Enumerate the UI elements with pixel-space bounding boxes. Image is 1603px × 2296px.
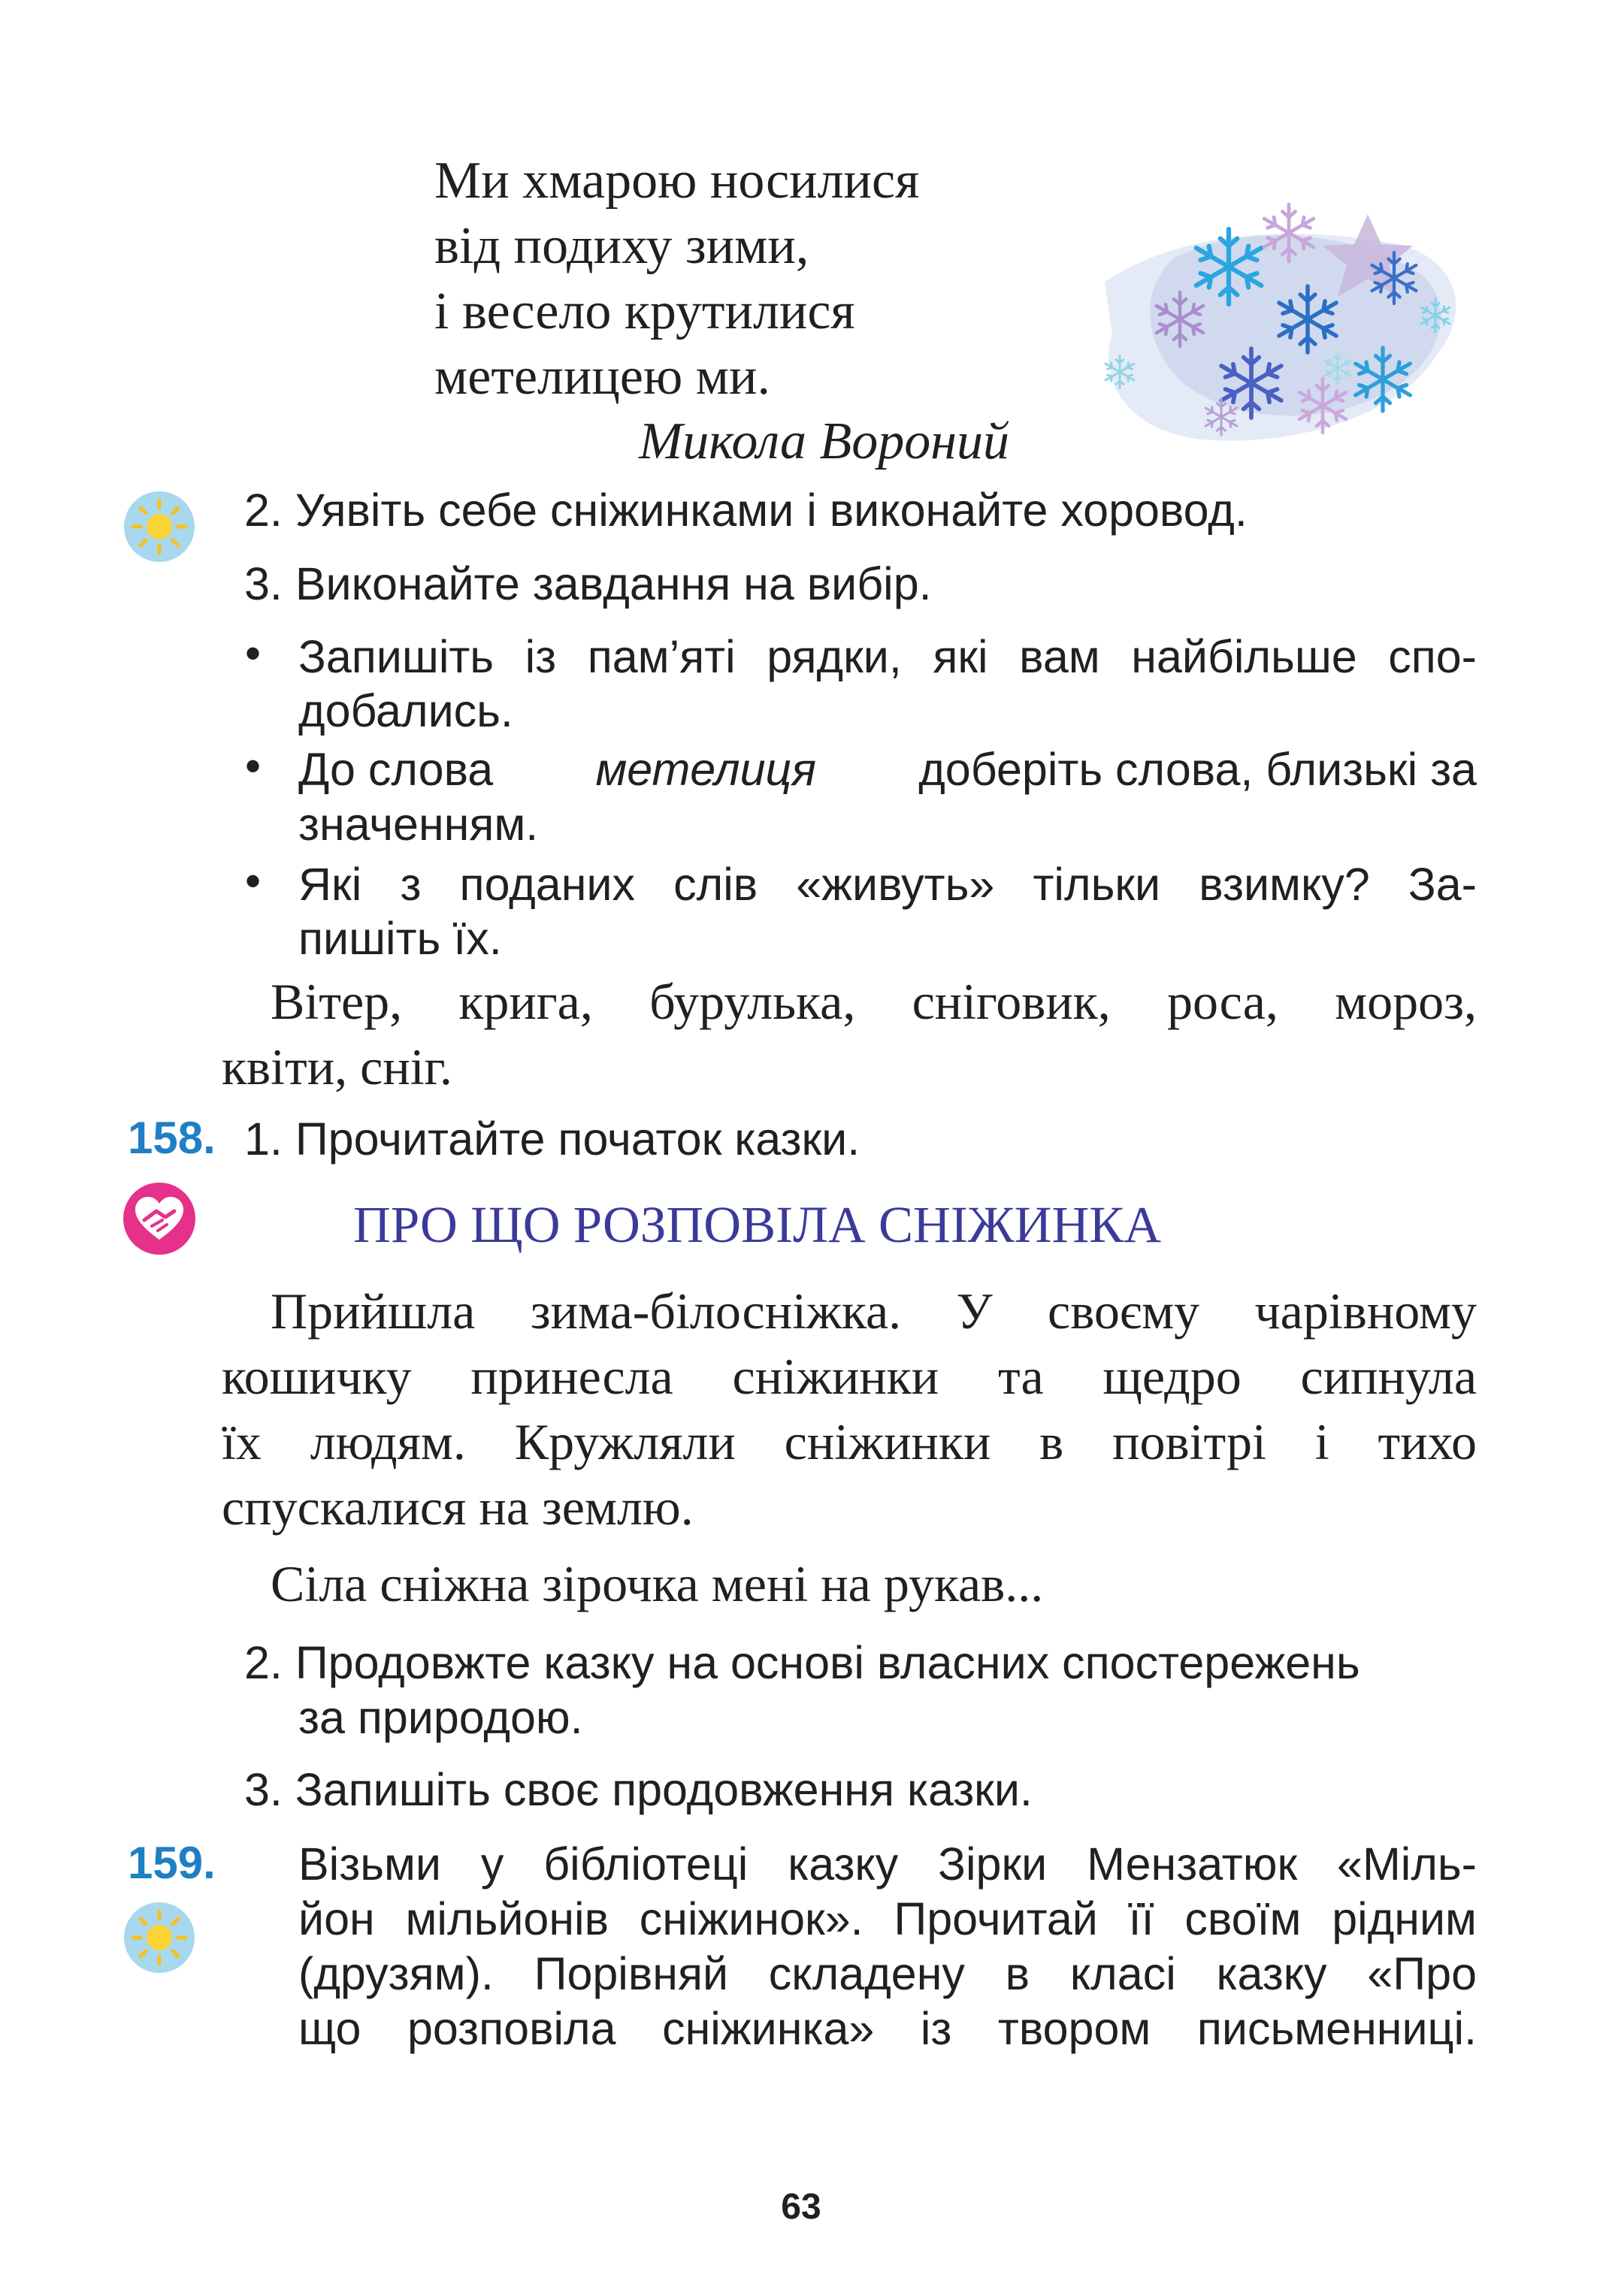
story-line-3: їх людям. Кружляли сніжинки в повітрі і тихо — [222, 1413, 1477, 1470]
poem-line-3: і весело крутилися — [434, 282, 855, 340]
story-line-2: кошичку принесла сніжинки та щедро сипнула — [222, 1348, 1477, 1405]
bullet-marker: • — [245, 628, 262, 678]
bullet-2-word: метелиця — [595, 744, 816, 795]
exercise-number-158: 158. — [128, 1113, 216, 1163]
poem-line-2: від подиху зими, — [434, 217, 809, 275]
ex159-line-1: Візьми у бібліотеці казку Зірки Мензатюк «Міль- — [298, 1838, 1477, 1890]
bullet-2-line-2: значенням. — [298, 799, 539, 850]
ex159-line-2: йон мільйонів сніжинок». Прочитай її своїм рідним — [298, 1893, 1477, 1944]
words-line-2: квіти, сніг. — [222, 1038, 452, 1095]
bullet-1-line-2: добались. — [298, 685, 513, 736]
heart-hands-icon — [122, 1181, 197, 1256]
sun-icon — [122, 490, 196, 563]
bullet-2-line-1 — [298, 740, 1477, 799]
story-last-line: Сіла сніжна зірочка мені на рукав... — [271, 1555, 1044, 1612]
exercise-number-159: 159. — [128, 1838, 216, 1888]
ex158-item-2-line-2: за природою. — [298, 1692, 583, 1743]
ex159-line-3: (друзям). Порівняй складену в класі казку «Про — [298, 1948, 1477, 1999]
ex158-instruction: 1. Прочитайте початок казки. — [244, 1113, 860, 1165]
bullet-marker: • — [245, 741, 262, 791]
bullet-3-line-2: пишіть їх. — [298, 913, 502, 964]
ex158-item-3: 3. Запишіть своє продовження казки. — [244, 1764, 1033, 1815]
words-line-1: Вітер, крига, бурулька, сніговик, роса, мороз, — [271, 973, 1477, 1030]
poem-line-1: Ми хмарою носилися — [434, 152, 920, 210]
page-number: 63 — [781, 2187, 821, 2227]
snowflakes-illustration — [1082, 192, 1481, 470]
bullet-1-line-1: Запишіть із пам’яті рядки, які вам найбільше спо- — [298, 631, 1477, 682]
task-item-2: 2. Уявіть себе сніжинками і виконайте хоровод. — [244, 485, 1248, 536]
ex158-item-2-line-1: 2. Продовжте казку на основі власних спостережень — [244, 1637, 1360, 1688]
sun-icon — [122, 1901, 196, 1974]
poem-author: Микола Вороний — [639, 412, 1010, 470]
story-line-4: спускалися на землю. — [222, 1479, 694, 1536]
story-title: ПРО ЩО РОЗПОВІЛА СНІЖИНКА — [353, 1196, 1162, 1253]
ex159-line-4: що розповіла сніжинка» із твором письменниці. — [298, 2003, 1477, 2054]
bullet-2-prefix: До слова — [298, 744, 494, 795]
task-item-3: 3. Виконайте завдання на вибір. — [244, 558, 932, 609]
bullet-marker: • — [245, 856, 262, 906]
bullet-3-line-1: Які з поданих слів «живуть» тільки взимку? За- — [298, 859, 1477, 910]
story-line-1: Прийшла зима-білосніжка. У своєму чарівному — [271, 1282, 1477, 1340]
bullet-2-suffix: доберіть слова, близькі за — [918, 744, 1477, 795]
poem-line-4: метелицею ми. — [434, 348, 771, 406]
